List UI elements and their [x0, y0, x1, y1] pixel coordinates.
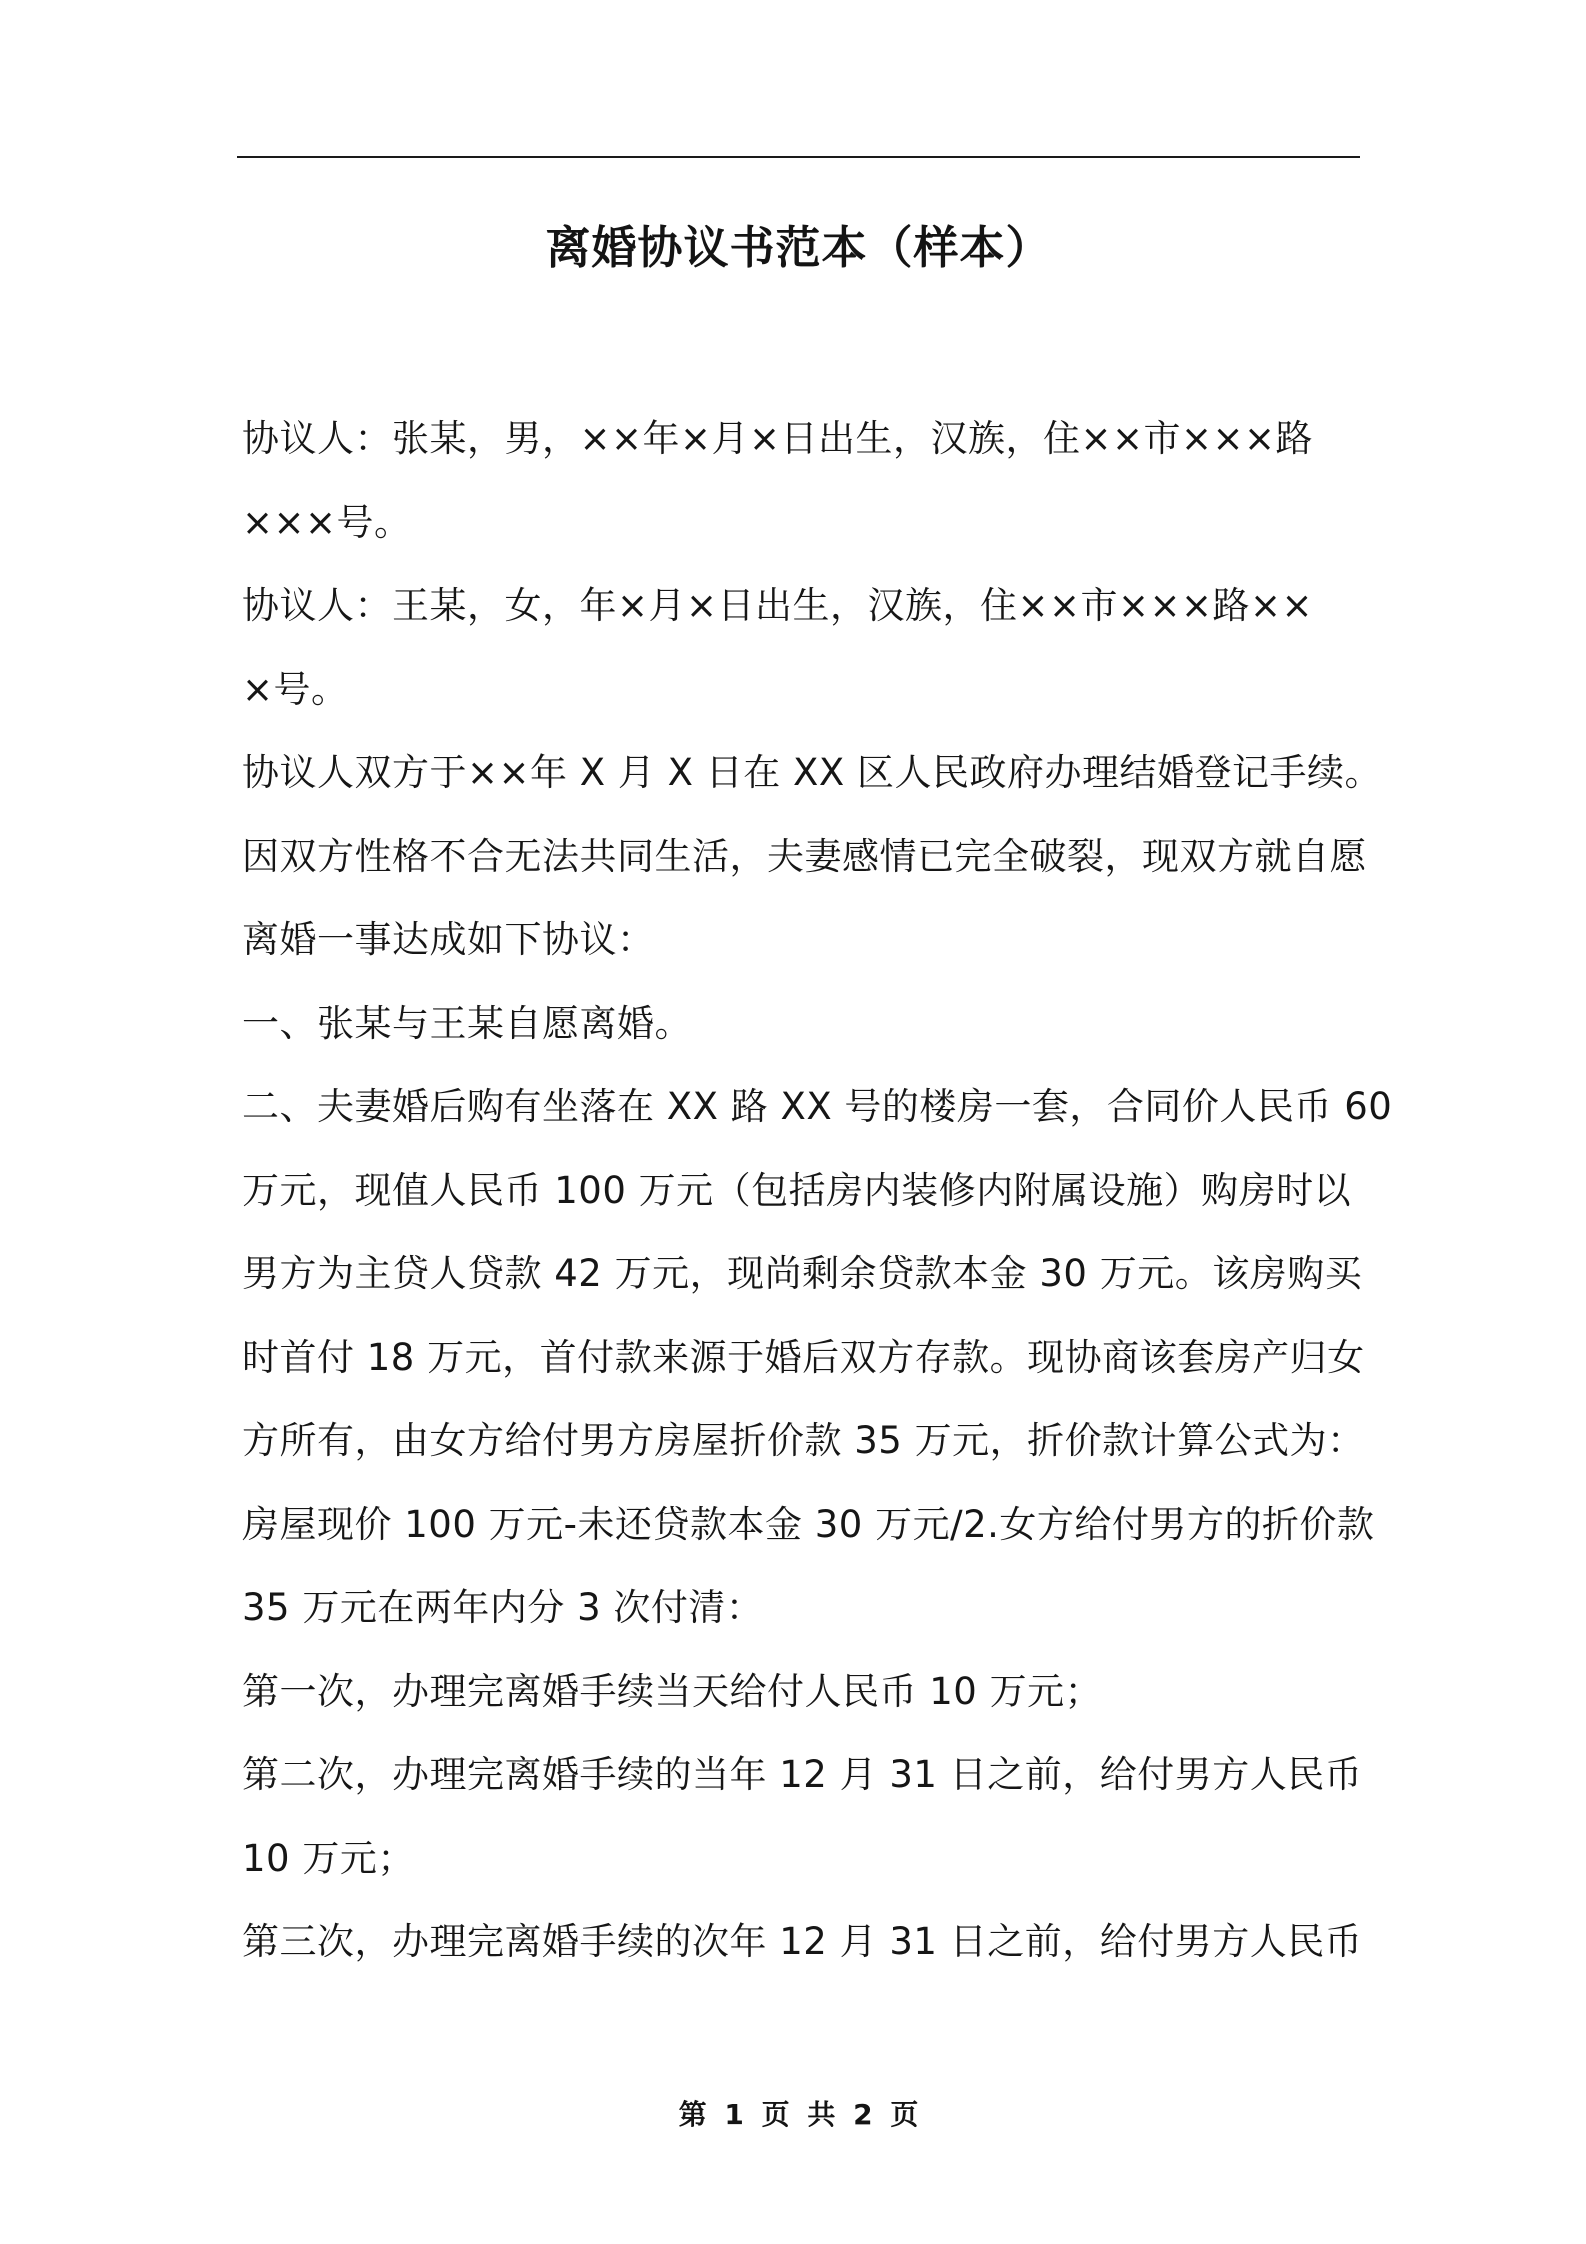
body-line: 因双方性格不合无法共同生活，夫妻感情已完全破裂，现双方就自愿: [242, 834, 1367, 878]
body-line: 协议人双方于××年 X 月 X 日在 XX 区人民政府办理结婚登记手续。: [242, 751, 1382, 794]
body-line: 35 万元在两年内分 3 次付清：: [242, 1586, 764, 1629]
body-line: ×××号。: [242, 500, 412, 544]
body-line: 房屋现价 100 万元-未还贷款本金 30 万元/2.女方给付男方的折价款: [242, 1502, 1375, 1546]
body-line: 万元，现值人民币 100 万元（包括房内装修内附属设施）购房时以: [242, 1168, 1352, 1212]
body-line: 方所有，由女方给付男方房屋折价款 35 万元，折价款计算公式为：: [242, 1419, 1365, 1462]
body-line: 第一次，办理完离婚手续当天给付人民币 10 万元；: [242, 1669, 1103, 1713]
body-line: 协议人：张某，男，××年×月×日出生，汉族，住××市×××路: [242, 417, 1314, 460]
body-line: ×号。: [242, 667, 349, 711]
document-body: [242, 397, 1393, 1984]
body-line: 二、夫妻婚后购有坐落在 XX 路 XX 号的楼房一套，合同价人民币 60: [242, 1085, 1393, 1128]
header-rule: [237, 156, 1360, 158]
body-line: 一、张某与王某自愿离婚。: [242, 1001, 692, 1045]
body-line: 男方为主贷人贷款 42 万元，现尚剩余贷款本金 30 万元。该房购买: [242, 1252, 1363, 1295]
body-line: 10 万元；: [242, 1836, 415, 1880]
body-line: 协议人：王某，女，年×月×日出生，汉族，住××市×××路××: [242, 584, 1314, 627]
page-number-footer: 第 1 页 共 2 页: [678, 2098, 919, 2131]
body-line: 时首付 18 万元，首付款来源于婚后双方存款。现协商该套房产归女: [242, 1335, 1365, 1379]
body-line: 离婚一事达成如下协议：: [242, 918, 655, 961]
body-line: 第三次，办理完离婚手续的次年 12 月 31 日之前，给付男方人民币: [242, 1920, 1363, 1963]
body-line: 第二次，办理完离婚手续的当年 12 月 31 日之前，给付男方人民币: [242, 1753, 1363, 1796]
document-title: 离婚协议书范本（样本）: [545, 221, 1052, 274]
